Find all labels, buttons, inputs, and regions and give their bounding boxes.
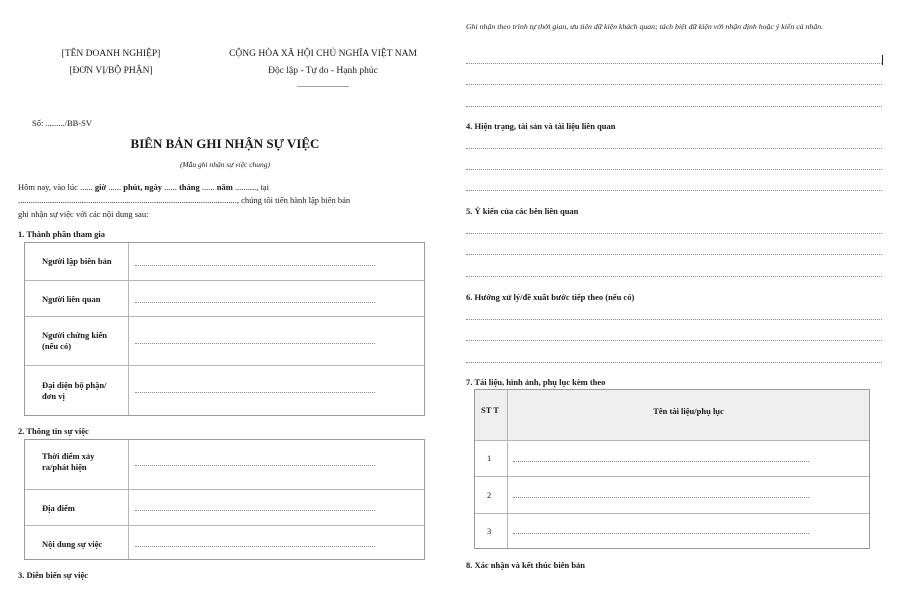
document-subtitle: (Mẫu ghi nhận sự việc chung)	[179, 160, 271, 169]
section-opinions: 5. Ý kiến của các bên liên quan	[466, 206, 579, 216]
intro-word-minute-day: phút, ngày	[123, 182, 162, 192]
intro-word-hour: giờ	[94, 182, 107, 192]
section-confirmation: 8. Xác nhận và kết thúc biên bản	[466, 560, 586, 570]
text-cursor	[882, 55, 883, 65]
attachment-row	[475, 513, 869, 549]
intro-gap-month: ......	[161, 182, 179, 192]
attachments-header-name: Tên tài liệu/phụ lục	[653, 406, 724, 416]
unit-name: [ĐƠN VỊ/BỘ PHẬN]	[69, 66, 153, 76]
section-attachments: 7. Tài liệu, hình ảnh, phụ lục kèm theo	[466, 377, 606, 387]
intro-time-suffix: .........., tại	[232, 182, 269, 192]
participant-label: Người chứng kiến (nếu có)	[42, 330, 107, 351]
attachment-row	[475, 440, 869, 477]
attachment-index: 2	[487, 490, 492, 500]
attachment-fill-line[interactable]	[513, 461, 809, 462]
document-number: Số: ........./BB-SV	[32, 118, 92, 128]
attachment-index: 3	[487, 526, 492, 536]
incident-table	[24, 439, 425, 560]
incident-row	[25, 440, 424, 489]
company-name: [TÊN DOANH NGHIỆP]	[61, 49, 161, 59]
fill-line[interactable]	[466, 340, 882, 341]
intro-word-month: tháng	[178, 182, 200, 192]
intro-time-prefix: Hôm nay, vào lúc ......	[18, 182, 95, 192]
attachment-row	[475, 476, 869, 514]
participant-label: Đại diện bộ phận/đơn vị	[42, 380, 107, 401]
section-status-assets: 4. Hiện trạng, tài sản và tài liệu liên quan	[466, 121, 616, 131]
fill-line[interactable]	[466, 63, 882, 64]
attachment-index: 1	[487, 453, 492, 463]
participant-row	[25, 243, 424, 280]
document-title: BIÊN BẢN GHI NHẬN SỰ VIỆC	[130, 136, 320, 151]
incident-row	[25, 489, 424, 526]
incident-row	[25, 525, 424, 561]
fill-line[interactable]	[466, 148, 882, 149]
section-next-steps: 6. Hướng xử lý/đề xuất bước tiếp theo (nếu có)	[466, 292, 635, 302]
incident-fill-line[interactable]	[135, 465, 375, 466]
incident-fill-line[interactable]	[135, 510, 375, 511]
fill-line[interactable]	[466, 84, 882, 85]
participants-table	[24, 242, 425, 416]
attachments-header-stt: ST T	[481, 405, 499, 415]
participant-row	[25, 365, 424, 416]
participant-fill-line[interactable]	[135, 343, 375, 344]
motto-underline: _____________	[297, 79, 349, 88]
incident-label: Thời điểm xảy ra/phát hiện	[42, 451, 95, 472]
attachment-fill-line[interactable]	[513, 497, 809, 498]
intro-gap-minute: ......	[106, 182, 124, 192]
incident-label: Nội dung sự việc	[42, 539, 103, 549]
intro-line-2: ......................................................................................................., chúng tôi tiến hành lập biên bản	[18, 195, 351, 205]
fill-line[interactable]	[466, 190, 882, 191]
progress-note: Ghi nhận theo trình tự thời gian, ưu tiên dữ kiện khách quan; tách biệt dữ kiện với nhận định hoặc ý kiến cá nhân.	[466, 22, 824, 31]
fill-line[interactable]	[466, 319, 882, 320]
section-participants: 1. Thành phần tham gia	[18, 229, 106, 239]
fill-line[interactable]	[466, 362, 882, 363]
fill-line[interactable]	[466, 106, 882, 107]
fill-line[interactable]	[466, 169, 882, 170]
intro-word-year: năm	[216, 182, 233, 192]
intro-line-1	[18, 182, 269, 192]
attachments-table	[474, 389, 870, 549]
section-incident-info: 2. Thông tin sự việc	[18, 426, 89, 436]
participant-row	[25, 280, 424, 317]
incident-label: Địa điểm	[42, 503, 75, 513]
section-incident-progress: 3. Diễn biến sự việc	[18, 570, 89, 580]
attachment-fill-line[interactable]	[513, 533, 809, 534]
participant-fill-line[interactable]	[135, 302, 375, 303]
intro-line-3: ghi nhận sự việc với các nội dung sau:	[18, 209, 149, 219]
participant-fill-line[interactable]	[135, 392, 375, 393]
participant-fill-line[interactable]	[135, 265, 375, 266]
right-page	[450, 0, 900, 600]
participant-row	[25, 316, 424, 366]
incident-fill-line[interactable]	[135, 546, 375, 547]
intro-gap-year: ......	[199, 182, 217, 192]
fill-line[interactable]	[466, 276, 882, 277]
republic-heading: CỘNG HÒA XÃ HỘI CHỦ NGHĨA VIỆT NAM	[229, 49, 417, 59]
participant-label: Người lập biên bản	[42, 256, 112, 266]
fill-line[interactable]	[466, 254, 882, 255]
participant-label: Người liên quan	[42, 294, 101, 304]
motto: Độc lập - Tự do - Hạnh phúc	[268, 66, 378, 76]
fill-line[interactable]	[466, 233, 882, 234]
